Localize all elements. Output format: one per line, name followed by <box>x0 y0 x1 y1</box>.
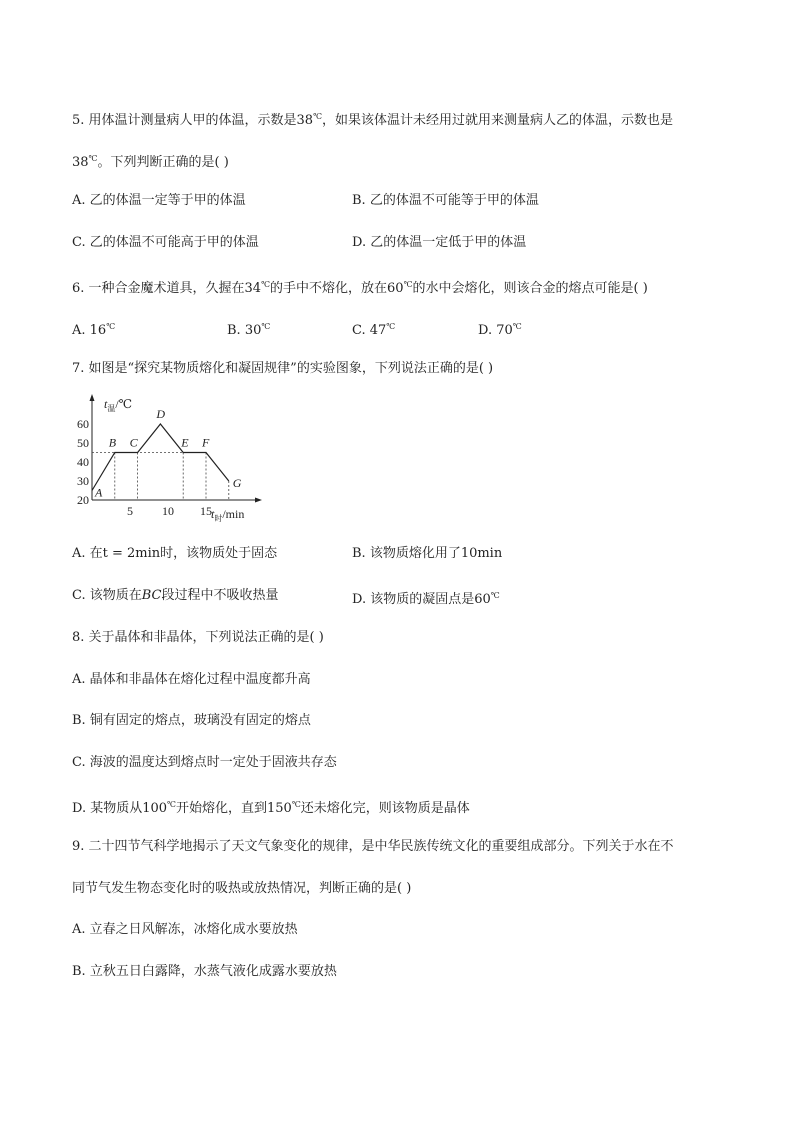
point-label-d: D <box>156 407 166 421</box>
q6-option-d[interactable] <box>478 318 522 340</box>
x-axis-arrow-icon <box>255 498 262 503</box>
q6-stem <box>72 276 648 298</box>
q7-option-c-text-1: C. 该物质在 <box>72 588 142 603</box>
q6-option-b[interactable] <box>227 318 270 340</box>
q8-option-c[interactable]: C. 海波的温度达到熔点时一定处于固液共存态 <box>72 755 337 770</box>
celsius-unit: ℃ <box>291 800 301 809</box>
melting-curve-graph <box>68 392 273 522</box>
y-tick-label: 30 <box>77 474 89 488</box>
q6-stem-text-1: 6. 一种合金魔术道具，久握在34 <box>72 281 262 296</box>
q6-stem-text-2: 的手中不熔化，放在60 <box>270 281 404 296</box>
q5-stem-text-2: ，如果该体温计未经用过就用来测量病人乙的体温，示数也是 <box>322 113 674 128</box>
celsius-unit: ℃ <box>403 280 413 289</box>
temperature-curve <box>92 424 229 491</box>
q8-option-d-text-2: 开始熔化，直到150 <box>176 801 292 816</box>
q5-stem-text-1: 5. 用体温计测量病人甲的体温，示数是38 <box>72 113 314 128</box>
x-tick-labels <box>127 504 212 518</box>
x-tick-label: 5 <box>127 504 133 518</box>
q7-option-c-segment: BC <box>141 588 162 603</box>
celsius-unit: ℃ <box>490 591 500 600</box>
celsius-unit: ℃ <box>386 322 396 331</box>
q8-option-a[interactable]: A. 晶体和非晶体在熔化过程中温度都升高 <box>72 672 311 687</box>
q9-option-b[interactable]: B. 立秋五日白露降，水蒸气液化成露水要放热 <box>72 964 337 979</box>
q5-option-b[interactable]: B. 乙的体温不可能等于甲的体温 <box>352 193 539 208</box>
q5-option-d[interactable]: D. 乙的体温一定低于甲的体温 <box>352 235 527 250</box>
celsius-unit: ℃ <box>261 322 271 331</box>
y-tick-label: 40 <box>77 455 89 469</box>
x-axis-label: $t_时/\min$ <box>211 507 245 522</box>
q8-option-d-text-1: D. 某物质从100 <box>72 801 168 816</box>
y-tick-label: 60 <box>77 417 89 431</box>
point-label-e: E <box>181 435 189 450</box>
y-tick-labels <box>77 417 89 507</box>
point-label-b: B <box>108 435 117 450</box>
q6-stem-text-3: 的水中会熔化，则该合金的熔点可能是( ) <box>412 281 648 296</box>
y-axis-arrow-icon <box>90 394 95 401</box>
celsius-unit: ℃ <box>261 280 271 289</box>
q8-option-d-text-3: 还未熔化完，则该物质是晶体 <box>300 801 470 816</box>
celsius-unit: ℃ <box>512 322 522 331</box>
q8-option-d[interactable] <box>72 796 470 818</box>
q6-option-c-text: C. 47 <box>352 323 387 338</box>
celsius-unit: ℃ <box>313 112 323 121</box>
q5-stem-text-3: 38 <box>72 155 89 170</box>
q7-option-a[interactable]: A. 在t = 2min时，该物质处于固态 <box>72 546 278 561</box>
x-tick-label: 10 <box>162 504 174 518</box>
point-label-g: G <box>232 476 242 490</box>
q5-option-c[interactable]: C. 乙的体温不可能高于甲的体温 <box>72 235 259 250</box>
q6-option-a-text: A. 16 <box>72 323 107 338</box>
celsius-unit: ℃ <box>88 154 98 163</box>
q9-stem-line2: 同节气发生物态变化时的吸热或放热情况，判断正确的是( ) <box>72 881 412 896</box>
y-tick-label: 50 <box>77 436 89 450</box>
celsius-unit: ℃ <box>106 322 116 331</box>
point-label-a: A <box>95 485 103 500</box>
q5-stem-line1 <box>72 108 673 130</box>
q5-stem-line2 <box>72 150 229 172</box>
q6-option-a[interactable] <box>72 318 115 340</box>
q6-option-b-text: B. 30 <box>227 323 262 338</box>
q5-option-a[interactable]: A. 乙的体温一定等于甲的体温 <box>72 193 246 208</box>
point-label-c: C <box>129 435 138 450</box>
q6-option-c[interactable] <box>352 318 395 340</box>
q8-option-b[interactable]: B. 铜有固定的熔点，玻璃没有固定的熔点 <box>72 713 311 728</box>
y-axis-label: $t_温/℃$ <box>104 397 133 413</box>
y-tick-label: 20 <box>77 493 89 507</box>
q7-option-c-text-2: 段过程中不吸收热量 <box>161 588 279 603</box>
q8-stem: 8. 关于晶体和非晶体，下列说法正确的是( ) <box>72 630 324 645</box>
q9-stem-line1: 9. 二十四节气科学地揭示了天文气象变化的规律，是中华民族传统文化的重要组成部分。下列关于水在不 <box>72 839 674 854</box>
q7-option-c[interactable] <box>72 587 279 605</box>
q9-option-a[interactable]: A. 立春之日风解冻，冰熔化成水要放热 <box>72 922 298 937</box>
q7-option-b[interactable]: B. 该物质熔化用了10min <box>352 546 503 561</box>
q6-option-d-text: D. 70 <box>478 323 513 338</box>
q7-stem: 7. 如图是“探究某物质熔化和凝固规律”的实验图象，下列说法正确的是( ) <box>72 361 494 376</box>
point-label-f: F <box>202 435 210 450</box>
celsius-unit: ℃ <box>167 800 176 809</box>
q5-stem-text-4: 。下列判断正确的是( ) <box>97 155 229 170</box>
point-labels <box>94 407 242 500</box>
x-tick-label: 15 <box>200 504 212 518</box>
q7-option-d-text: D. 该物质的凝固点是60 <box>352 592 491 607</box>
q7-option-d[interactable] <box>352 587 500 609</box>
dashed-guides <box>92 453 229 501</box>
